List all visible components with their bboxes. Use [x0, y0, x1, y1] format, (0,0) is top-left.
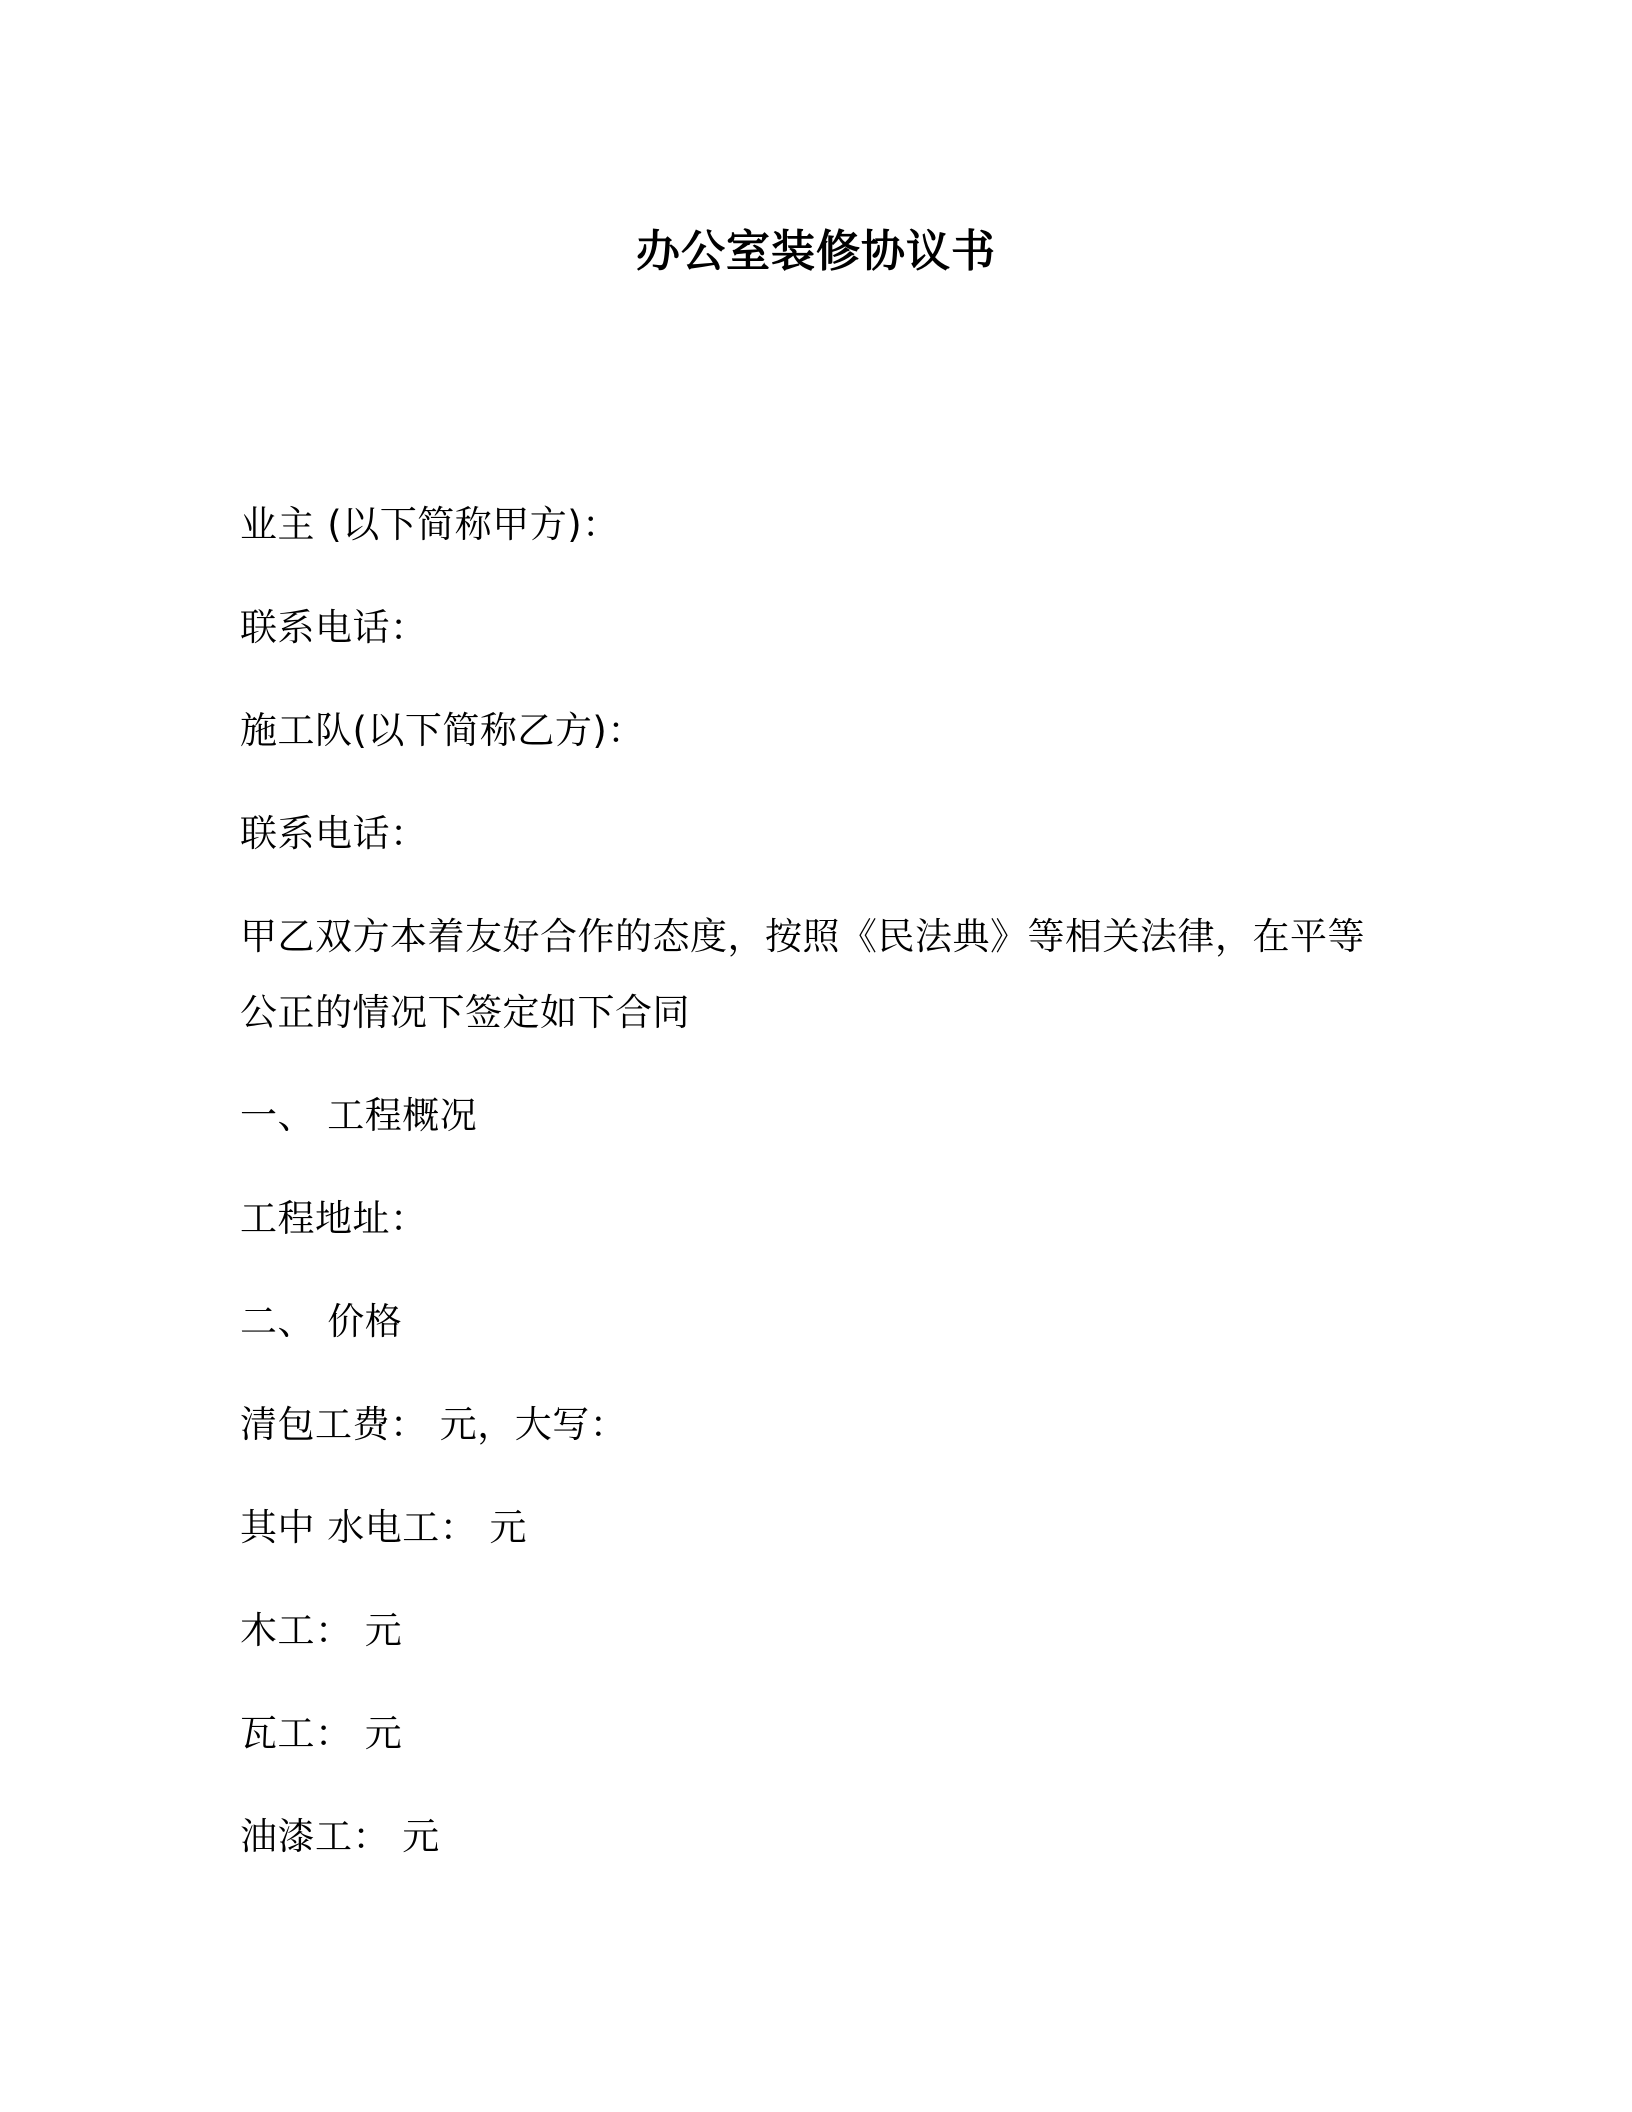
tiling-line: 瓦工： 元	[240, 1712, 403, 1755]
section-heading-price: 二、 价格	[240, 1300, 403, 1343]
section-heading-overview: 一、 工程概况	[240, 1094, 478, 1137]
intro-paragraph: 甲乙双方本着友好合作的态度，按照《民法典》等相关法律，在平等公正的情况下签定如下合同	[240, 915, 1365, 1034]
contractor-phone-line: 联系电话：	[240, 812, 428, 855]
plumbing-electrical-line: 其中 水电工： 元	[240, 1506, 528, 1549]
carpentry-line: 木工： 元	[240, 1609, 403, 1652]
owner-phone-line: 联系电话：	[240, 606, 428, 649]
page-title: 办公室装修协议书	[636, 226, 996, 277]
project-address-line: 工程地址：	[240, 1197, 428, 1240]
contractor-line: 施工队(以下简称乙方)：	[240, 709, 645, 752]
owner-line: 业主 (以下简称甲方)：	[240, 503, 620, 546]
painting-line: 油漆工： 元	[240, 1815, 440, 1858]
total-labor-fee-line: 清包工费： 元，大写：	[240, 1403, 628, 1446]
